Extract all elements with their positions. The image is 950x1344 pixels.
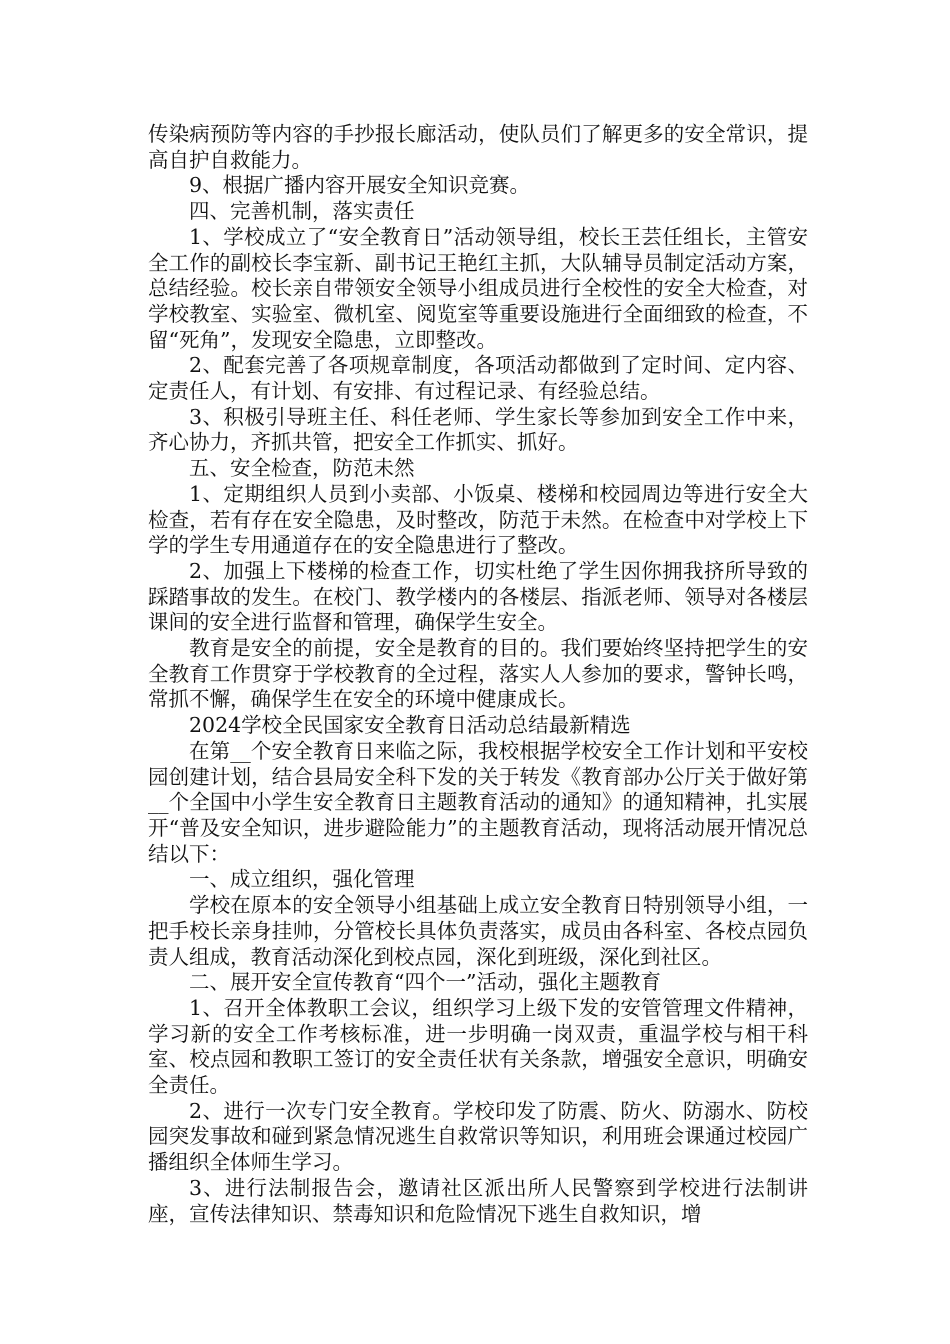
paragraph-item: 2、进行一次专门安全教育。学校印发了防震、防火、防溺水、防校园突发事故和碰到紧急情况逃生自救常识等知识，利用班会课通过校园广播组织全体师生学习。 bbox=[148, 1098, 808, 1175]
document-title: 2024学校全民国家安全教育日活动总结最新精选 bbox=[189, 713, 631, 738]
paragraph-item: 1、学校成立了“安全教育日”活动领导组，校长王芸任组长，主管安全工作的副校长李宝新、副书记王艳红主抓，大队辅导员制定活动方案，总结经验。校长亲自带领安全领导小组成员进行全校性的安全大检查，对学校教室、实验室、微机室、阅览室等重要设施进行全面细致的检查，不留“死角”，发现安全隐患，立即整改。 bbox=[148, 224, 808, 352]
paragraph-intro: 在第__个安全教育日来临之际，我校根据学校安全工作计划和平安校园创建计划，结合县局安全科下发的关于转发《教育部办公厅关于做好第__个全国中小学生安全教育日主题教育活动的通知》的通知精神，扎实展开“普及安全知识，进步避险能力”的主题教育活动，现将活动展开情况总结以下： bbox=[148, 738, 808, 866]
paragraph-summary: 教育是安全的前提，安全是教育的目的。我们要始终坚持把学生的安全教育工作贯穿于学校教育的全过程，落实人人参加的要求，警钟长鸣，常抓不懈，确保学生在安全的环境中健康成长。 bbox=[148, 636, 808, 712]
section-heading-5: 五、安全检查，防范未然 bbox=[189, 456, 415, 481]
paragraph-continuation: 传染病预防等内容的手抄报长廊活动，使队员们了解更多的安全常识，提高自护自救能力。 bbox=[148, 122, 808, 172]
paragraph-item: 3、积极引导班主任、科任老师、学生家长等参加到安全工作中来，齐心协力，齐抓共管，把安全工作抓实、抓好。 bbox=[148, 404, 808, 455]
paragraph-item: 1、召开全体教职工会议，组织学习上级下发的安管管理文件精神，学习新的安全工作考核标准，进一步明确一岗双责，重温学校与相干科室、校点园和教职工签订的安全责任状有关条款，增强安全意识，明确安全责任。 bbox=[148, 995, 808, 1098]
paragraph-item: 2、配套完善了各项规章制度，各项活动都做到了定时间、定内容、定责任人，有计划、有安排、有过程记录、有经验总结。 bbox=[148, 353, 808, 404]
section-heading-1: 一、成立组织，强化管理 bbox=[189, 867, 415, 892]
paragraph-item: 2、加强上下楼梯的检查工作，切实杜绝了学生因你拥我挤所导致的踩踏事故的发生。在校门、教学楼内的各楼层、指派老师、领导对各楼层课间的安全进行监督和管理，确保学生安全。 bbox=[148, 558, 808, 635]
section-heading-4: 四、完善机制，落实责任 bbox=[189, 199, 415, 224]
paragraph-item: 3、进行法制报告会，邀请社区派出所人民警察到学校进行法制讲座，宣传法律知识、禁毒知识和危险情况下逃生自救知识，增 bbox=[148, 1175, 808, 1226]
paragraph-item: 学校在原本的安全领导小组基础上成立安全教育日特别领导小组，一把手校长亲身挂帅，分管校长具体负责落实，成员由各科室、各校点园负责人组成，教育活动深化到校点园，深化到班级，深化到社区。 bbox=[148, 893, 808, 969]
document-body bbox=[148, 122, 808, 1227]
paragraph-item-9: 9、根据广播内容开展安全知识竞赛。 bbox=[189, 173, 531, 198]
section-heading-2: 二、展开安全宣传教育“四个一”活动，强化主题教育 bbox=[189, 970, 661, 995]
paragraph-item: 1、定期组织人员到小卖部、小饭桌、楼梯和校园周边等进行安全大检查，若有存在安全隐患，及时整改，防范于未然。在检查中对学校上下学的学生专用通道存在的安全隐患进行了整改。 bbox=[148, 481, 808, 558]
